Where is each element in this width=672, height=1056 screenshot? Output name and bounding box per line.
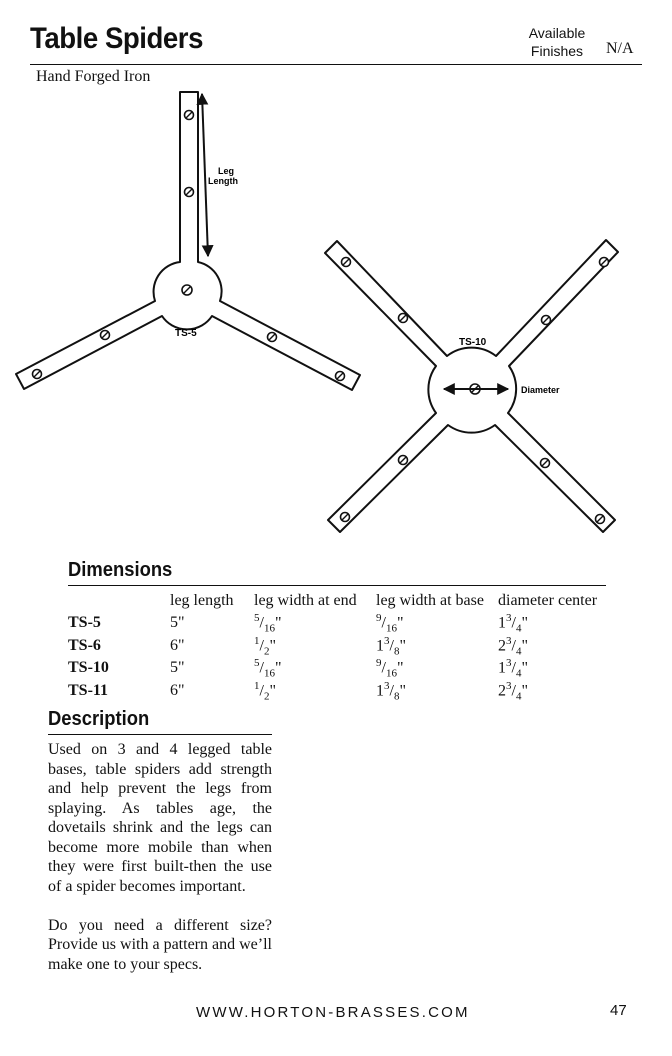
description-body bbox=[48, 740, 272, 974]
diameter-center-cell: $2^3/_4$" bbox=[498, 634, 528, 658]
leg-length-cell: 5" bbox=[170, 659, 185, 677]
table-row bbox=[68, 635, 608, 658]
leg-length-label-line1: Leg bbox=[218, 166, 235, 176]
dimensions-heading: Dimensions bbox=[68, 559, 173, 581]
diameter-center-cell: $1^3/_4$" bbox=[498, 657, 528, 680]
column-header: leg length bbox=[170, 592, 234, 609]
diameter-label: Diameter bbox=[521, 385, 560, 395]
leg-width-base-cell: $1^3/_8$" bbox=[376, 634, 406, 658]
dimensions-rule bbox=[68, 585, 606, 586]
available-finishes-label bbox=[512, 24, 602, 60]
model-cell: TS-11 bbox=[68, 681, 109, 699]
description-paragraph: Used on 3 and 4 legged table bases, table spiders add strength and help prevent the legs from splaying. As tables age, the dovetails shrink and the legs can become more mobile than when they were first built-then the use of a spider becomes important. bbox=[48, 741, 272, 895]
dimensions-table bbox=[68, 590, 608, 702]
header-rule bbox=[30, 64, 642, 65]
leg-length-arrow bbox=[202, 94, 208, 256]
model-cell: TS-10 bbox=[68, 659, 109, 677]
diameter-center-cell: $1^3/_4$" bbox=[498, 612, 528, 635]
table-row bbox=[68, 680, 608, 703]
column-header: diameter center bbox=[498, 592, 598, 609]
model-cell: TS-6 bbox=[68, 636, 101, 654]
leg-width-end-cell: $^5/_{16}$" bbox=[254, 657, 282, 680]
page-subtitle: Hand Forged Iron bbox=[36, 68, 151, 85]
diameter-center-cell: $2^3/_4$" bbox=[498, 679, 528, 703]
leg-width-base-cell: $1^3/_8$" bbox=[376, 679, 406, 703]
page-title: Table Spiders bbox=[30, 22, 203, 55]
description-heading: Description bbox=[48, 708, 150, 730]
leg-length-cell: 5" bbox=[170, 614, 185, 632]
footer-url: WWW.HORTON-BRASSES.COM bbox=[196, 1004, 470, 1021]
table-row bbox=[68, 657, 608, 680]
table-row bbox=[68, 612, 608, 635]
leg-width-end-cell: $^1/_2$" bbox=[254, 634, 276, 658]
available-finishes-line2: Finishes bbox=[530, 43, 584, 59]
finishes-value: N/A bbox=[606, 40, 634, 57]
ts10-label: TS-10 bbox=[459, 337, 487, 348]
leg-width-end-cell: $^1/_2$" bbox=[254, 679, 276, 703]
available-finishes-line1: Available bbox=[528, 25, 586, 41]
leg-width-base-cell: $^9/_{16}$" bbox=[376, 657, 404, 680]
table-header-row bbox=[68, 590, 608, 612]
leg-length-cell: 6" bbox=[170, 636, 185, 654]
ts10-spider bbox=[325, 238, 618, 532]
spider-diagram bbox=[0, 80, 672, 550]
page-number: 47 bbox=[610, 1002, 627, 1019]
leg-length-cell: 6" bbox=[170, 681, 185, 699]
description-rule bbox=[48, 734, 272, 735]
description-paragraph: Do you need a different size? Provide us with a pattern and we’ll make one to your specs. bbox=[48, 916, 272, 973]
leg-width-end-cell: $^5/_{16}$" bbox=[254, 612, 282, 635]
ts5-label: TS-5 bbox=[175, 328, 197, 339]
column-header: leg width at end bbox=[254, 592, 357, 609]
leg-length-label-line2: Length bbox=[208, 176, 238, 186]
ts5-spider-body bbox=[16, 92, 360, 390]
ts5-spider bbox=[16, 92, 360, 390]
model-cell: TS-5 bbox=[68, 614, 101, 632]
column-header: leg width at base bbox=[376, 592, 484, 609]
leg-width-base-cell: $^9/_{16}$" bbox=[376, 612, 404, 635]
